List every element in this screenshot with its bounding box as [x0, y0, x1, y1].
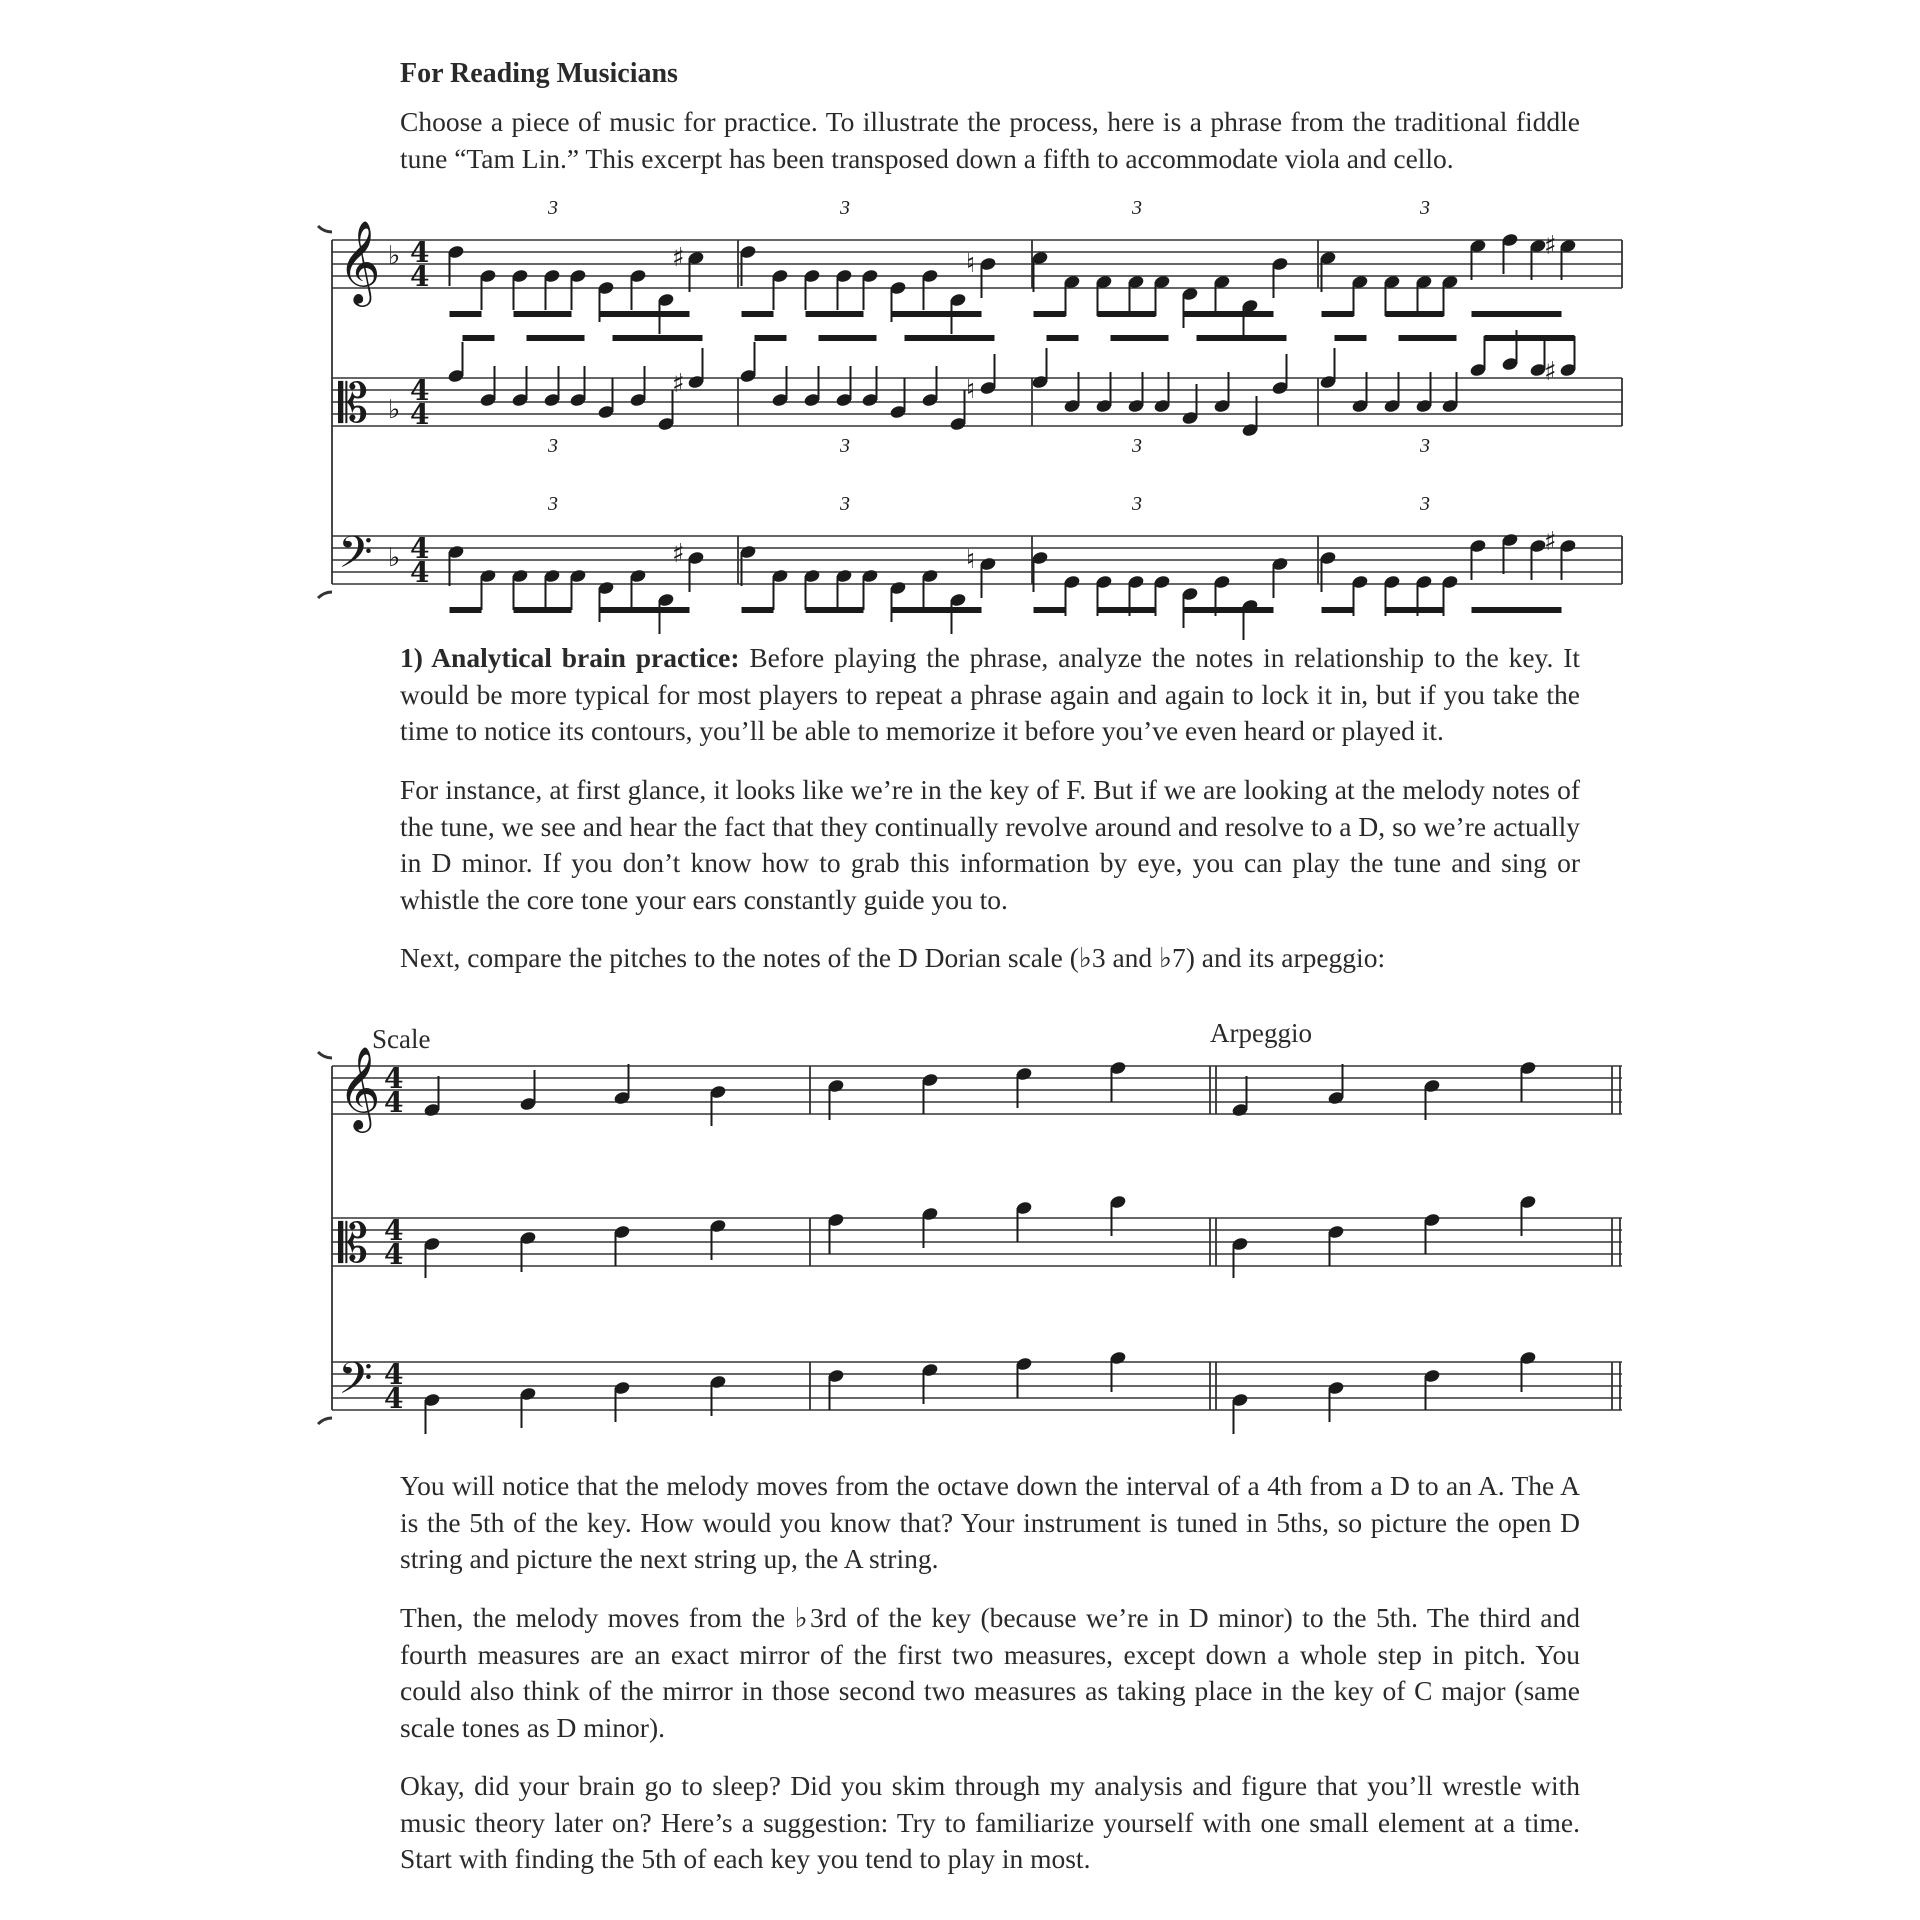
bass-clef: 𝄢 — [338, 526, 373, 589]
time-signature-top: 4 — [384, 1214, 404, 1247]
natural-accidental: ♮ — [966, 545, 976, 575]
time-signature-top: 4 — [410, 532, 430, 565]
treble-clef: 𝄞 — [338, 1045, 381, 1129]
sharp-accidental: ♯ — [672, 243, 685, 273]
time-signature-top: 4 — [384, 1358, 404, 1391]
time-signature-bottom: 4 — [384, 1086, 404, 1119]
bass-clef: 𝄢 — [338, 1352, 373, 1415]
time-signature-bottom: 4 — [410, 260, 430, 293]
sharp-accidental: ♯ — [1544, 231, 1557, 261]
triplet-mark: 3 — [1420, 493, 1430, 515]
analysis-body: Before playing the phrase, analyze the notes in relationship to the key. It would be more typical for most players to repeat a phrase again and again to lock it in, but if you take the time to notice its contours, you’ll be able to memorize it before you’ve even heard or played it. — [400, 642, 1580, 746]
sharp-accidental: ♯ — [672, 369, 685, 399]
sharp-accidental: ♯ — [1544, 527, 1557, 557]
section-heading: For Reading Musicians — [400, 58, 678, 89]
time-signature-bottom: 4 — [384, 1238, 404, 1271]
triplet-mark: 3 — [548, 493, 558, 515]
triplet-mark: 3 — [1132, 197, 1142, 219]
time-signature-bottom: 4 — [384, 1382, 404, 1415]
system-bracket-hooks — [318, 226, 332, 598]
triplet-mark: 3 — [1420, 197, 1430, 219]
key-signature-flat: ♭ — [388, 395, 401, 425]
interval-paragraph: You will notice that the melody moves from the octave down the interval of a 4th from a D to an A. The A is the 5th of the key. How would you know that? Your instrument is tuned in 5ths, so picture the open D string and picture the next string up, the A string. — [400, 1470, 1580, 1574]
intro-paragraph: Choose a piece of music for practice. To illustrate the process, here is a phrase from the traditional fiddle tune “Tam Lin.” This excerpt has been transposed down a fifth to accommodate viola and cello. — [400, 106, 1580, 174]
treble-clef: 𝄞 — [338, 219, 381, 303]
triplet-mark: 3 — [1132, 435, 1142, 457]
key-paragraph: For instance, at first glance, it looks like we’re in the key of F. But if we are looking at the melody notes of the tune, we see and hear the fact that they continually revolve around and resolve to a D, so we’re actually in D minor. If you don’t know how to grab this information by eye, you can play the tune and sing or whistle the core tone your ears constantly guide you to. — [400, 774, 1580, 915]
key-signature-flat: ♭ — [388, 543, 401, 573]
analysis-lead: 1) Analytical brain practice: — [400, 642, 740, 673]
key-signature-flat: ♭ — [388, 241, 401, 271]
time-signature-bottom: 4 — [410, 556, 430, 589]
triplet-mark: 3 — [840, 197, 850, 219]
staff-bass-2 — [332, 1362, 1622, 1410]
time-signature-bottom: 4 — [410, 398, 430, 431]
system-bracket-hooks-2 — [318, 1052, 332, 1424]
time-signature-top: 4 — [410, 236, 430, 269]
triplet-mark: 3 — [1132, 493, 1142, 515]
triplet-mark: 3 — [840, 493, 850, 515]
sharp-accidental: ♯ — [672, 539, 685, 569]
suggestion-paragraph: Okay, did your brain go to sleep? Did you skim through my analysis and figure that you’ll wrestle with music theory later on? Here’s a suggestion: Try to familiarize yourself with one small element at a time. Start with finding the 5th of each key you tend to play in most. — [400, 1770, 1580, 1874]
natural-accidental: ♮ — [966, 375, 976, 405]
scale-label: Scale — [372, 1024, 431, 1054]
triplet-mark: 3 — [1420, 435, 1430, 457]
mirror-paragraph: Then, the melody moves from the ♭3rd of the key (because we’re in D minor) to the 5th. The third and fourth measures are an exact mirror of the first two measures, except down a whole step in pitch. You could also think of the mirror in those second two measures as taking place in the key of C major (same scale tones as D minor). — [400, 1602, 1580, 1743]
triplet-mark: 3 — [548, 197, 558, 219]
triplet-mark: 3 — [548, 435, 558, 457]
time-signature-top: 4 — [410, 374, 430, 407]
compare-paragraph: Next, compare the pitches to the notes of the D Dorian scale (♭3 and ♭7) and its arpeggio: — [400, 942, 1386, 973]
arpeggio-label: Arpeggio — [1210, 1018, 1312, 1048]
analysis-paragraph — [400, 640, 1580, 750]
time-signature-top: 4 — [384, 1062, 404, 1095]
alto-clef: 𝄡 — [338, 372, 369, 435]
natural-accidental: ♮ — [966, 249, 976, 279]
sharp-accidental: ♯ — [1544, 357, 1557, 387]
alto-clef: 𝄡 — [338, 1212, 369, 1275]
triplet-mark: 3 — [840, 435, 850, 457]
